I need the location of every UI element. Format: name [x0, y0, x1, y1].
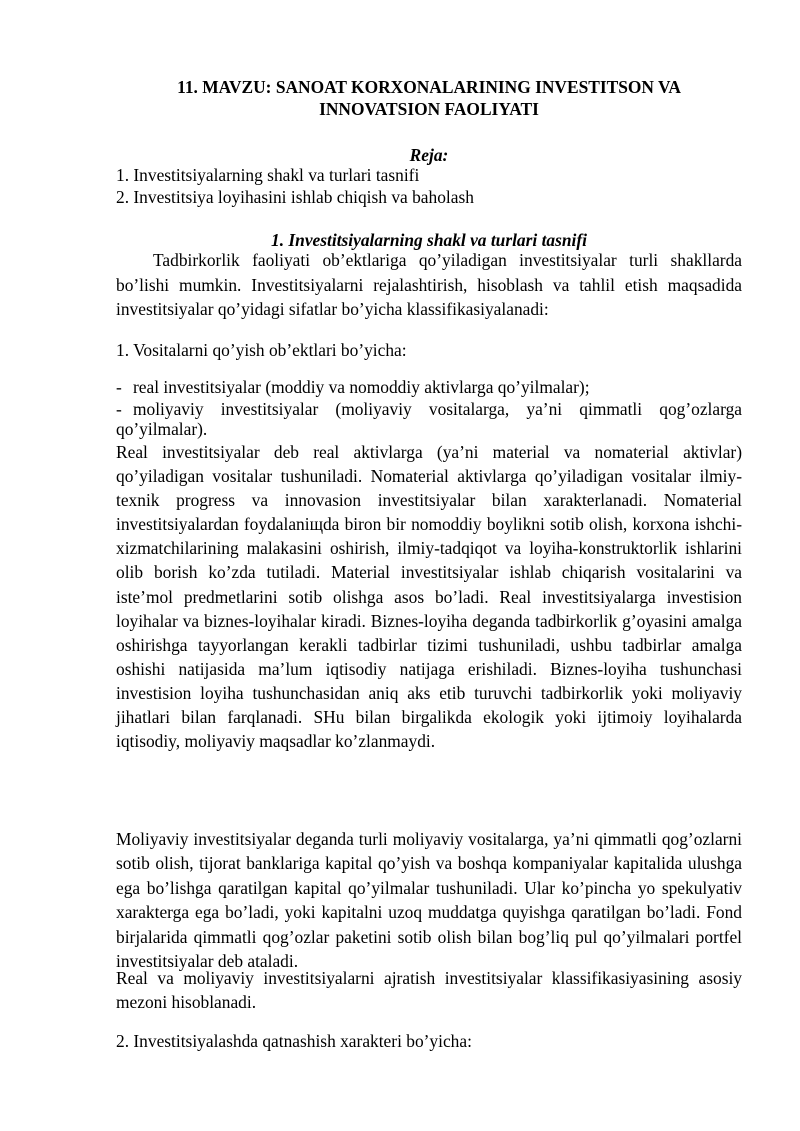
document-title: 11. MAVZU: SANOAT KORXONALARINING INVESTITSON VA INNOVATSION FAOLIYATI [177, 77, 681, 119]
section-heading: 1. Investitsiyalarning shakl va turlari tasnifi [271, 230, 587, 250]
plan-heading: Reja: [409, 145, 449, 165]
real-investments-paragraph: Real investitsiyalar deb real aktivlarga (ya’ni material va nomaterial aktivlar) qo’yiladigan vositalar tushuniladi. Nomaterial aktivlarga qo’yiladigan vositalar ilmiy-texnik progress va innovasion investitsiyalar bilan xarakterlanadi. Nomaterial investitsiyalardan foydalaniщda biron bir nomoddiy boylikni sotib olish, korxona ishchi-xizmatchilarining malakasini oshirish, ilmiy-tadqiqot va loyiha-konstruktorlik ishlarini olib borish ko’zda tutiladi. Material investitsiyalar ishlab chiqarish vositalarini va iste’mol predmetlarini sotib olishga asos bo’ladi. Real investitsiyalarga investision loyihalar va biznes-loyihalar kiradi. Biznes-loyiha deganda tadbirkorlik g’oyasini amalga oshirishga tayyorlangan kerakli tadbirlar tizimi tushuniladi, ushbu tadbirlar amalga oshishi natijasida ma’lum iqtisodiy natijaga erishiladi. Biznes-loyiha tushunchasi investision loyiha tushunchasidan aniq aks etib turuvchi tadbirkorlik yoki moliyaviy jihatlari bilan farqlanadi. SHu bilan birgalikda ekologik yoki ijtimoiy loyihalarda iqtisodiy, moliyaviy maqsadlar ko’zlanmaydi. [116, 442, 742, 752]
bullet-text: real investitsiyalar (moddiy va nomoddiy aktivlarga qo’yilmalar); [133, 377, 590, 397]
bullet-marker: - [116, 377, 122, 397]
criterion-1: 1. Vositalarni qo’yish ob’ektlari bo’yicha: [116, 340, 407, 360]
plan-list [116, 164, 742, 208]
bullet-item [116, 399, 742, 439]
bullet-item [116, 377, 742, 397]
bullet-text: moliyaviy investitsiyalar (moliyaviy vositalarga, ya’ni qimmatli qog’ozlarga qo’yilmalar). [116, 399, 742, 439]
plan-item: 2. Investitsiya loyihasini ishlab chiqish va baholash [116, 187, 474, 207]
plan-item: 1. Investitsiyalarning shakl va turlari tasnifi [116, 165, 420, 185]
intro-paragraph: Tadbirkorlik faoliyati ob’ektlariga qo’yiladigan investitsiyalar turli shakllarda bo’lishi mumkin. Investitsiyalarni rejalashtirish, hisoblash va tahlil etish maqsadida investitsiyalar qo’yidagi sifatlar bo’yicha klassifikasiyalanadi: [116, 250, 742, 319]
criterion-paragraph: Real va moliyaviy investitsiyalarni ajratish investitsiyalar klassifikasiyasining asosiy mezoni hisoblanadi. [116, 968, 742, 1013]
bullet-marker: - [116, 399, 122, 419]
financial-investments-paragraph: Moliyaviy investitsiyalar deganda turli moliyaviy vositalarga, ya’ni qimmatli qog’ozlarni sotib olish, tijorat banklariga kapital qo’yish va boshqa kompaniyalar kapitalida ulushga ega bo’lishga qaratilgan kapital qo’yilmalar tushuniladi. Ular ko’pincha yo spekulyativ xarakterga ega bo’ladi, yoki kapitalni uzoq muddatga quyishga qaratilgan bo’ladi. Fond birjalarida qimmatli qog’ozlar paketini sotib olish bilan bog’liq pul qo’yilmalari portfel investitsiyalar deb ataladi. [116, 829, 742, 972]
criterion-2: 2. Investitsiyalashda qatnashish xarakteri bo’yicha: [116, 1031, 472, 1051]
